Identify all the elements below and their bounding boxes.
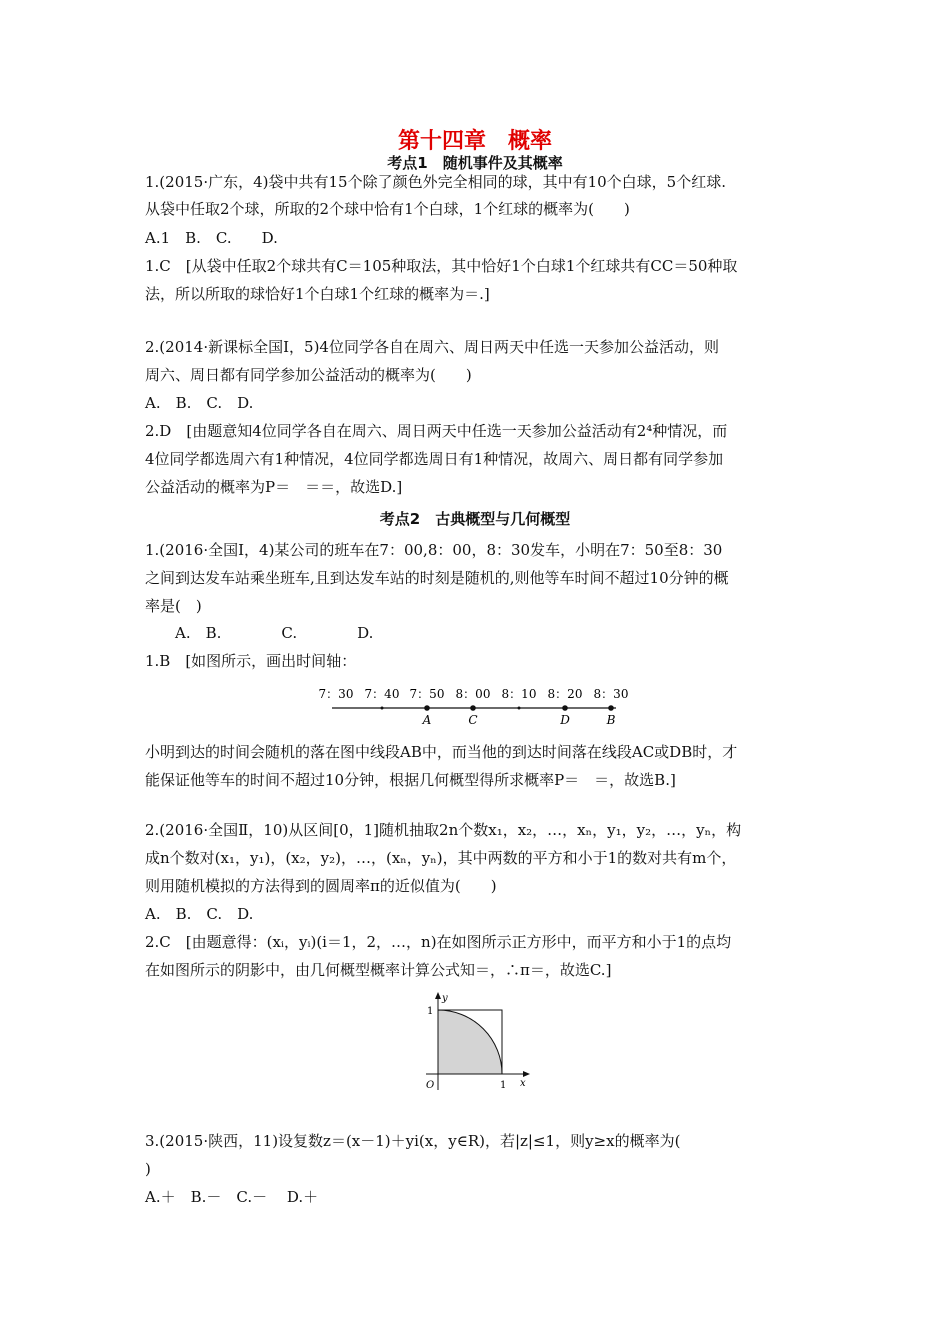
timeline-tick bbox=[518, 707, 521, 710]
timeline-point-label: D bbox=[560, 713, 570, 727]
text-line: 2.D [由题意知4位同学各自在周六、周日两天中任选一天参加公益活动有2⁴种情况，而 bbox=[145, 422, 728, 440]
chapter-title: 第十四章 概率 bbox=[397, 129, 552, 154]
text-line: 1.C [从袋中任取2个球共有C＝105种取法，其中恰好1个白球1个红球共有CC＝50种取 bbox=[145, 257, 738, 275]
timeline-tick-label: 7：40 bbox=[364, 687, 400, 701]
text-line: 周六、周日都有同学参加公益活动的概率为( ) bbox=[145, 366, 472, 384]
x-one-label: 1 bbox=[500, 1080, 507, 1091]
text-line: 3.(2015·陕西，11)设复数z＝(x－1)＋yi(x，y∈R)，若|z|≤1，则y≥x的概率为( bbox=[145, 1132, 681, 1150]
timeline-tick-label: 7：50 bbox=[409, 687, 445, 701]
timeline-tick bbox=[381, 707, 384, 710]
timeline-tick-label: 8：00 bbox=[455, 687, 491, 701]
text-line: A. B. C. D. bbox=[145, 624, 374, 642]
timeline-point-label: C bbox=[468, 713, 478, 727]
text-line: 2.(2016·全国Ⅱ，10)从区间[0，1]随机抽取2n个数x₁，x₂，…，xₙ，y₁，y₂，…，yₙ，构 bbox=[145, 821, 742, 839]
x-axis-label: x bbox=[520, 1078, 526, 1089]
timeline-point-c bbox=[470, 705, 476, 711]
text-line: 小明到达的时间会随机的落在图中线段AB中，而当他的到达时间落在线段AC或DB时，才 bbox=[145, 743, 738, 761]
text-line: 法，所以所取的球恰好1个白球1个红球的概率为＝.] bbox=[145, 285, 490, 303]
text-line: 1.(2015·广东，4)袋中共有15个除了颜色外完全相同的球，其中有10个白球，5个红球. bbox=[145, 173, 726, 191]
text-line: ) bbox=[145, 1160, 151, 1178]
x-axis-arrow bbox=[523, 1071, 530, 1077]
text-line: 4位同学都选周六有1种情况，4位同学都选周日有1种情况，故周六、周日都有同学参加 bbox=[145, 450, 724, 468]
text-line: 成n个数对(x₁，y₁)，(x₂，y₂)，…，(xₙ，yₙ)，其中两数的平方和小于1的数对共有m个， bbox=[145, 849, 737, 867]
text-line: 公益活动的概率为P＝ ＝＝，故选D.] bbox=[145, 478, 403, 496]
text-line: A. B. C. D. bbox=[145, 394, 254, 412]
origin-label: O bbox=[426, 1080, 435, 1091]
text-line: 2.(2014·新课标全国Ⅰ，5)4位同学各自在周六、周日两天中任选一天参加公益活动，则 bbox=[145, 338, 719, 356]
y-axis-label: y bbox=[442, 993, 448, 1004]
quarter-circle-figure bbox=[410, 990, 540, 1094]
timeline-point-a bbox=[424, 705, 430, 711]
text-line: 则用随机模拟的方法得到的圆周率π的近似值为( ) bbox=[145, 877, 497, 895]
text-line: A.1 B. C. D. bbox=[145, 229, 278, 247]
timeline-point-label: B bbox=[606, 713, 616, 727]
text-line: 之间到达发车站乘坐班车,且到达发车站的时刻是随机的,则他等车时间不超过10分钟的概 bbox=[145, 569, 729, 587]
text-line: A. B. C. D. bbox=[145, 905, 254, 923]
timeline-tick-label: 8：20 bbox=[547, 687, 583, 701]
text-line: 从袋中任取2个球，所取的2个球中恰有1个白球，1个红球的概率为( ) bbox=[145, 200, 630, 218]
text-line: A.＋ B.－ C.－ D.＋ bbox=[145, 1188, 319, 1206]
text-line: 能保证他等车的时间不超过10分钟，根据几何概型得所求概率P＝ ＝，故选B.] bbox=[145, 771, 676, 789]
text-line: 2.C [由题意得：(xᵢ，yᵢ)(i＝1，2，…，n)在如图所示正方形中，而平方和小于1的点均 bbox=[145, 933, 732, 951]
text-line: 1.B [如图所示，画出时间轴： bbox=[145, 652, 357, 670]
y-one-label: 1 bbox=[427, 1006, 434, 1017]
timeline-tick-label: 8：10 bbox=[501, 687, 537, 701]
timeline-point-b bbox=[608, 705, 614, 711]
timeline-tick-label: 8：30 bbox=[593, 687, 629, 701]
y-axis-arrow bbox=[435, 992, 441, 999]
timeline-figure bbox=[316, 684, 636, 730]
shaded-quarter-disc bbox=[438, 1010, 502, 1074]
section-2-heading: 考点2 古典概型与几何概型 bbox=[379, 510, 571, 528]
timeline-point-d bbox=[562, 705, 568, 711]
text-line: 在如图所示的阴影中，由几何概型概率计算公式知＝，∴π＝，故选C.] bbox=[145, 961, 612, 979]
text-line: 率是( ) bbox=[145, 597, 202, 615]
timeline-tick-label: 7：30 bbox=[318, 687, 354, 701]
timeline-point-label: A bbox=[422, 713, 432, 727]
text-line: 1.(2016·全国Ⅰ，4)某公司的班车在7：00,8：00，8：30发车，小明在7：50至8：30 bbox=[145, 541, 723, 559]
section-1-heading: 考点1 随机事件及其概率 bbox=[387, 154, 563, 172]
